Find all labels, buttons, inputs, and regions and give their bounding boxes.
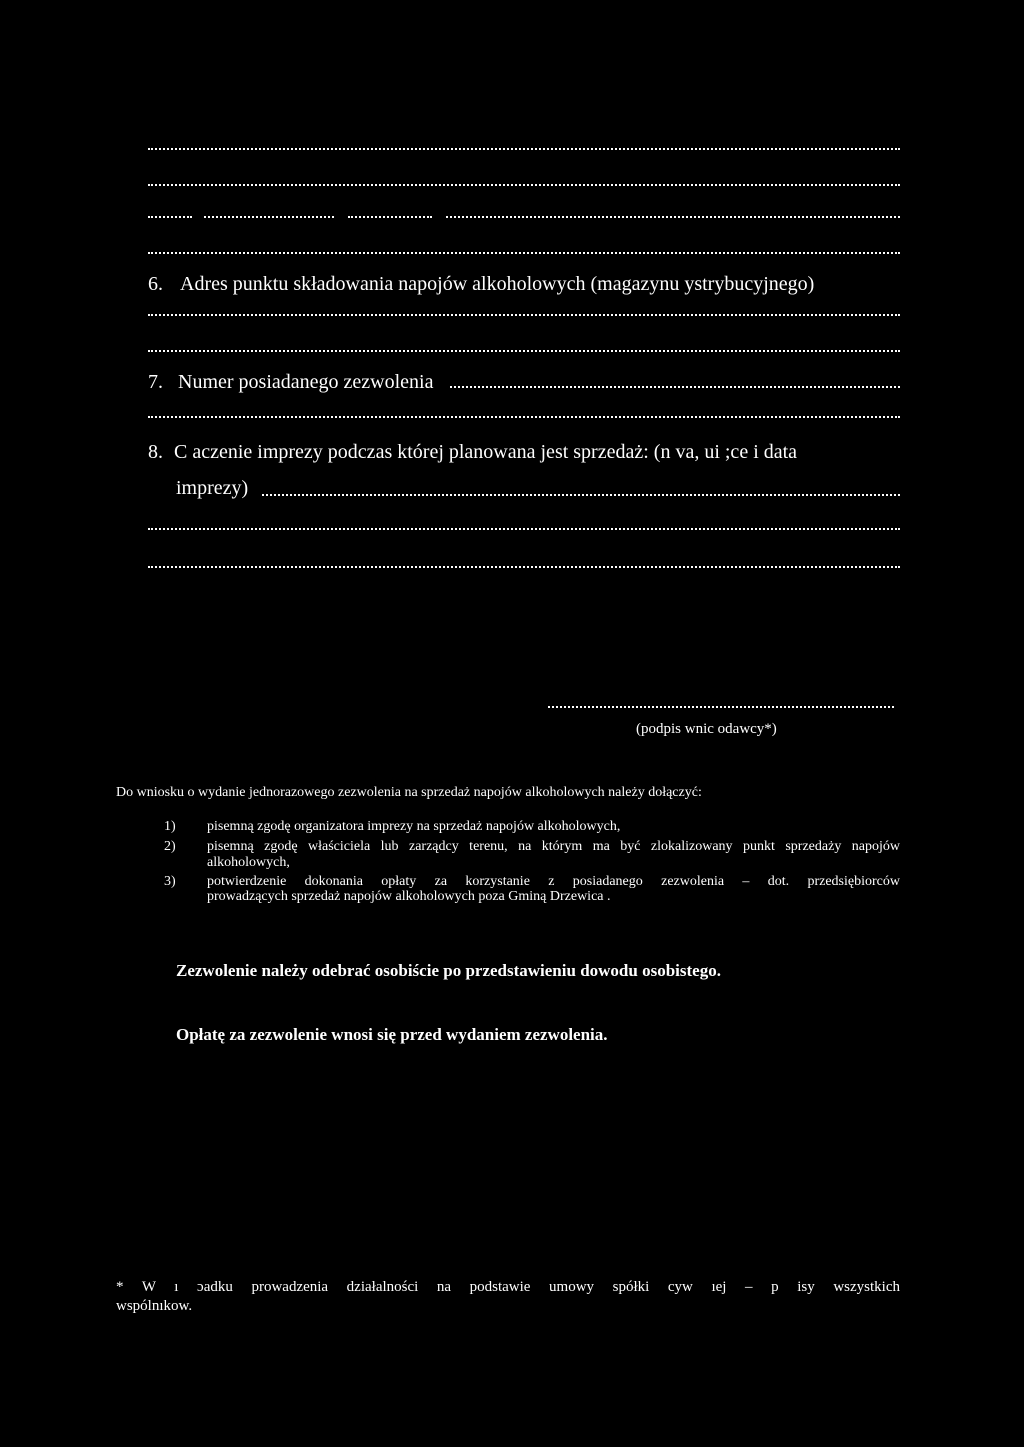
blank-line-2[interactable]: [148, 184, 900, 186]
item8-answer-line-1[interactable]: [262, 494, 900, 496]
item8-label-line1: C aczenie imprezy podczas której planowana jest sprzedaż: (n va, ui ;ce i data: [174, 441, 798, 463]
notice-fee-before-issue: Opłatę za zezwolenie wnosi się przed wydaniem zezwolenia.: [176, 1025, 608, 1044]
blank-line-3d[interactable]: [446, 216, 900, 218]
signature-line[interactable]: [548, 706, 894, 708]
blank-line-3b[interactable]: [204, 216, 334, 218]
attachment-1-number: 1): [164, 819, 176, 834]
attachment-2-number: 2): [164, 839, 176, 854]
item8-label-line2: imprezy): [176, 477, 249, 499]
notice-collect-in-person: Zezwolenie należy odebrać osobiście po przedstawieniu dowodu osobistego.: [176, 961, 721, 980]
item8-number: 8.: [148, 441, 163, 463]
attachment-3-number: 3): [164, 874, 176, 889]
blank-line-3c[interactable]: [348, 216, 432, 218]
attachment-2-text-line2: alkoholowych,: [207, 855, 290, 870]
item7-number: 7.: [148, 371, 163, 393]
blank-line-4[interactable]: [148, 252, 900, 254]
item6-answer-line-1[interactable]: [148, 314, 900, 316]
footnote-line2: wspólnıkow.: [116, 1298, 193, 1314]
signature-caption: (podpis wnic odawcy*): [636, 721, 777, 737]
item8-answer-line-3[interactable]: [148, 566, 900, 568]
attachment-2-text-line1: pisemną zgodę właściciela lub zarządcy terenu, na którym ma być zlokalizowany punkt sprzedaży napojów: [207, 839, 900, 854]
attachment-3-text-line1: potwierdzenie dokonania opłaty za korzystanie z posiadanego zezwolenia – dot. przedsiębiorców: [207, 874, 900, 889]
attachments-intro: Do wniosku o wydanie jednorazowego zezwolenia na sprzedaż napojów alkoholowych należy dołączyć:: [116, 785, 702, 800]
attachment-1-text: pisemną zgodę organizatora imprezy na sprzedaż napojów alkoholowych,: [207, 819, 621, 834]
item6-answer-line-2[interactable]: [148, 350, 900, 352]
item7-answer-line-2[interactable]: [148, 416, 900, 418]
footnote-line1: * W ı ɔadku prowadzenia działalności na podstawie umowy spółki cyw ıej – p isy wszystkich: [116, 1279, 900, 1295]
item7-answer-line[interactable]: [450, 386, 900, 388]
item7-label: Numer posiadanego zezwolenia: [178, 371, 434, 393]
item8-answer-line-2[interactable]: [148, 528, 900, 530]
item6-number: 6.: [148, 273, 163, 295]
blank-line-1[interactable]: [148, 148, 900, 150]
attachment-3-text-line2: prowadzących sprzedaż napojów alkoholowych poza Gminą Drzewica .: [207, 889, 611, 904]
blank-line-3a[interactable]: [148, 216, 192, 218]
item6-label: Adres punktu składowania napojów alkoholowych (magazynu ystrybucyjnego): [180, 273, 815, 295]
